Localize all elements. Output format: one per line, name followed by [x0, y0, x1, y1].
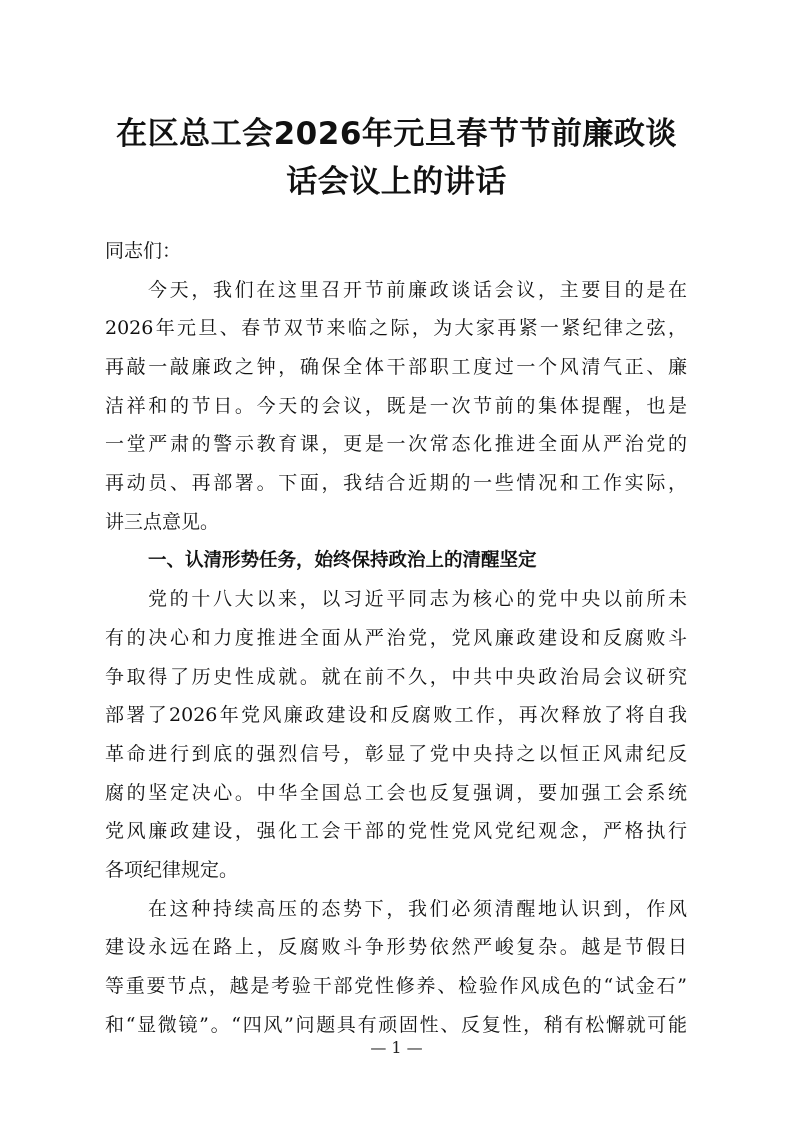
paragraph-3-line: 和“显微镜”。“四风”问题具有顽固性、反复性，稍有松懈就可能: [105, 1013, 687, 1036]
paragraph-1-line: 再动员、再部署。下面，我结合近期的一些情况和工作实际，: [105, 472, 687, 495]
section-heading-1: 一、认清形势任务，始终保持政治上的清醒坚定: [148, 549, 537, 571]
paragraph-2-line: 党风廉政建设，强化工会干部的党性党风党纪观念，严格执行: [105, 820, 687, 843]
paragraph-1-line: 讲三点意见。: [105, 510, 220, 533]
paragraph-1-line: 一堂严肃的警示教育课，更是一次常态化推进全面从严治党的: [105, 433, 687, 456]
paragraph-1-line: 洁祥和的节日。今天的会议，既是一次节前的集体提醒，也是: [105, 394, 687, 417]
paragraph-2-line: 部署了2026年党风廉政建设和反腐败工作，再次释放了将自我: [105, 704, 687, 727]
document-title: [60, 110, 733, 206]
paragraph-3-line: 在这种持续高压的态势下，我们必须清醒地认识到，作风: [148, 897, 687, 920]
paragraph-3-line: 等重要节点，越是考验干部党性修养、检验作风成色的“试金石”: [105, 975, 687, 998]
page-number: — 1 —: [370, 1038, 423, 1057]
paragraph-2-line: 革命进行到底的强烈信号，彰显了党中央持之以恒正风肃纪反: [105, 742, 687, 765]
title-line-1: 在区总工会2026年元旦春节节前廉政谈: [116, 116, 677, 152]
salutation: 同志们：: [105, 240, 182, 262]
paragraph-2-line: 党的十八大以来，以习近平同志为核心的党中央以前所未: [148, 588, 687, 611]
paragraph-2-line: 争取得了历史性成就。就在前不久，中共中央政治局会议研究: [105, 665, 687, 688]
paragraph-2-line: 腐的坚定决心。中华全国总工会也反复强调，要加强工会系统: [105, 781, 687, 804]
paragraph-1-line: 今天，我们在这里召开节前廉政谈话会议，主要目的是在: [148, 278, 687, 301]
paragraph-3-line: 建设永远在路上，反腐败斗争形势依然严峻复杂。越是节假日: [105, 936, 687, 959]
title-line-2: 话会议上的讲话: [286, 164, 507, 200]
paragraph-1-line: 2026年元旦、春节双节来临之际，为大家再紧一紧纪律之弦，: [105, 317, 687, 340]
paragraph-2-line: 有的决心和力度推进全面从严治党，党风廉政建设和反腐败斗: [105, 626, 687, 649]
paragraph-2-line: 各项纪律规定。: [105, 859, 239, 881]
paragraph-1-line: 再敲一敲廉政之钟，确保全体干部职工度过一个风清气正、廉: [105, 356, 687, 379]
document-body: [105, 232, 687, 1044]
